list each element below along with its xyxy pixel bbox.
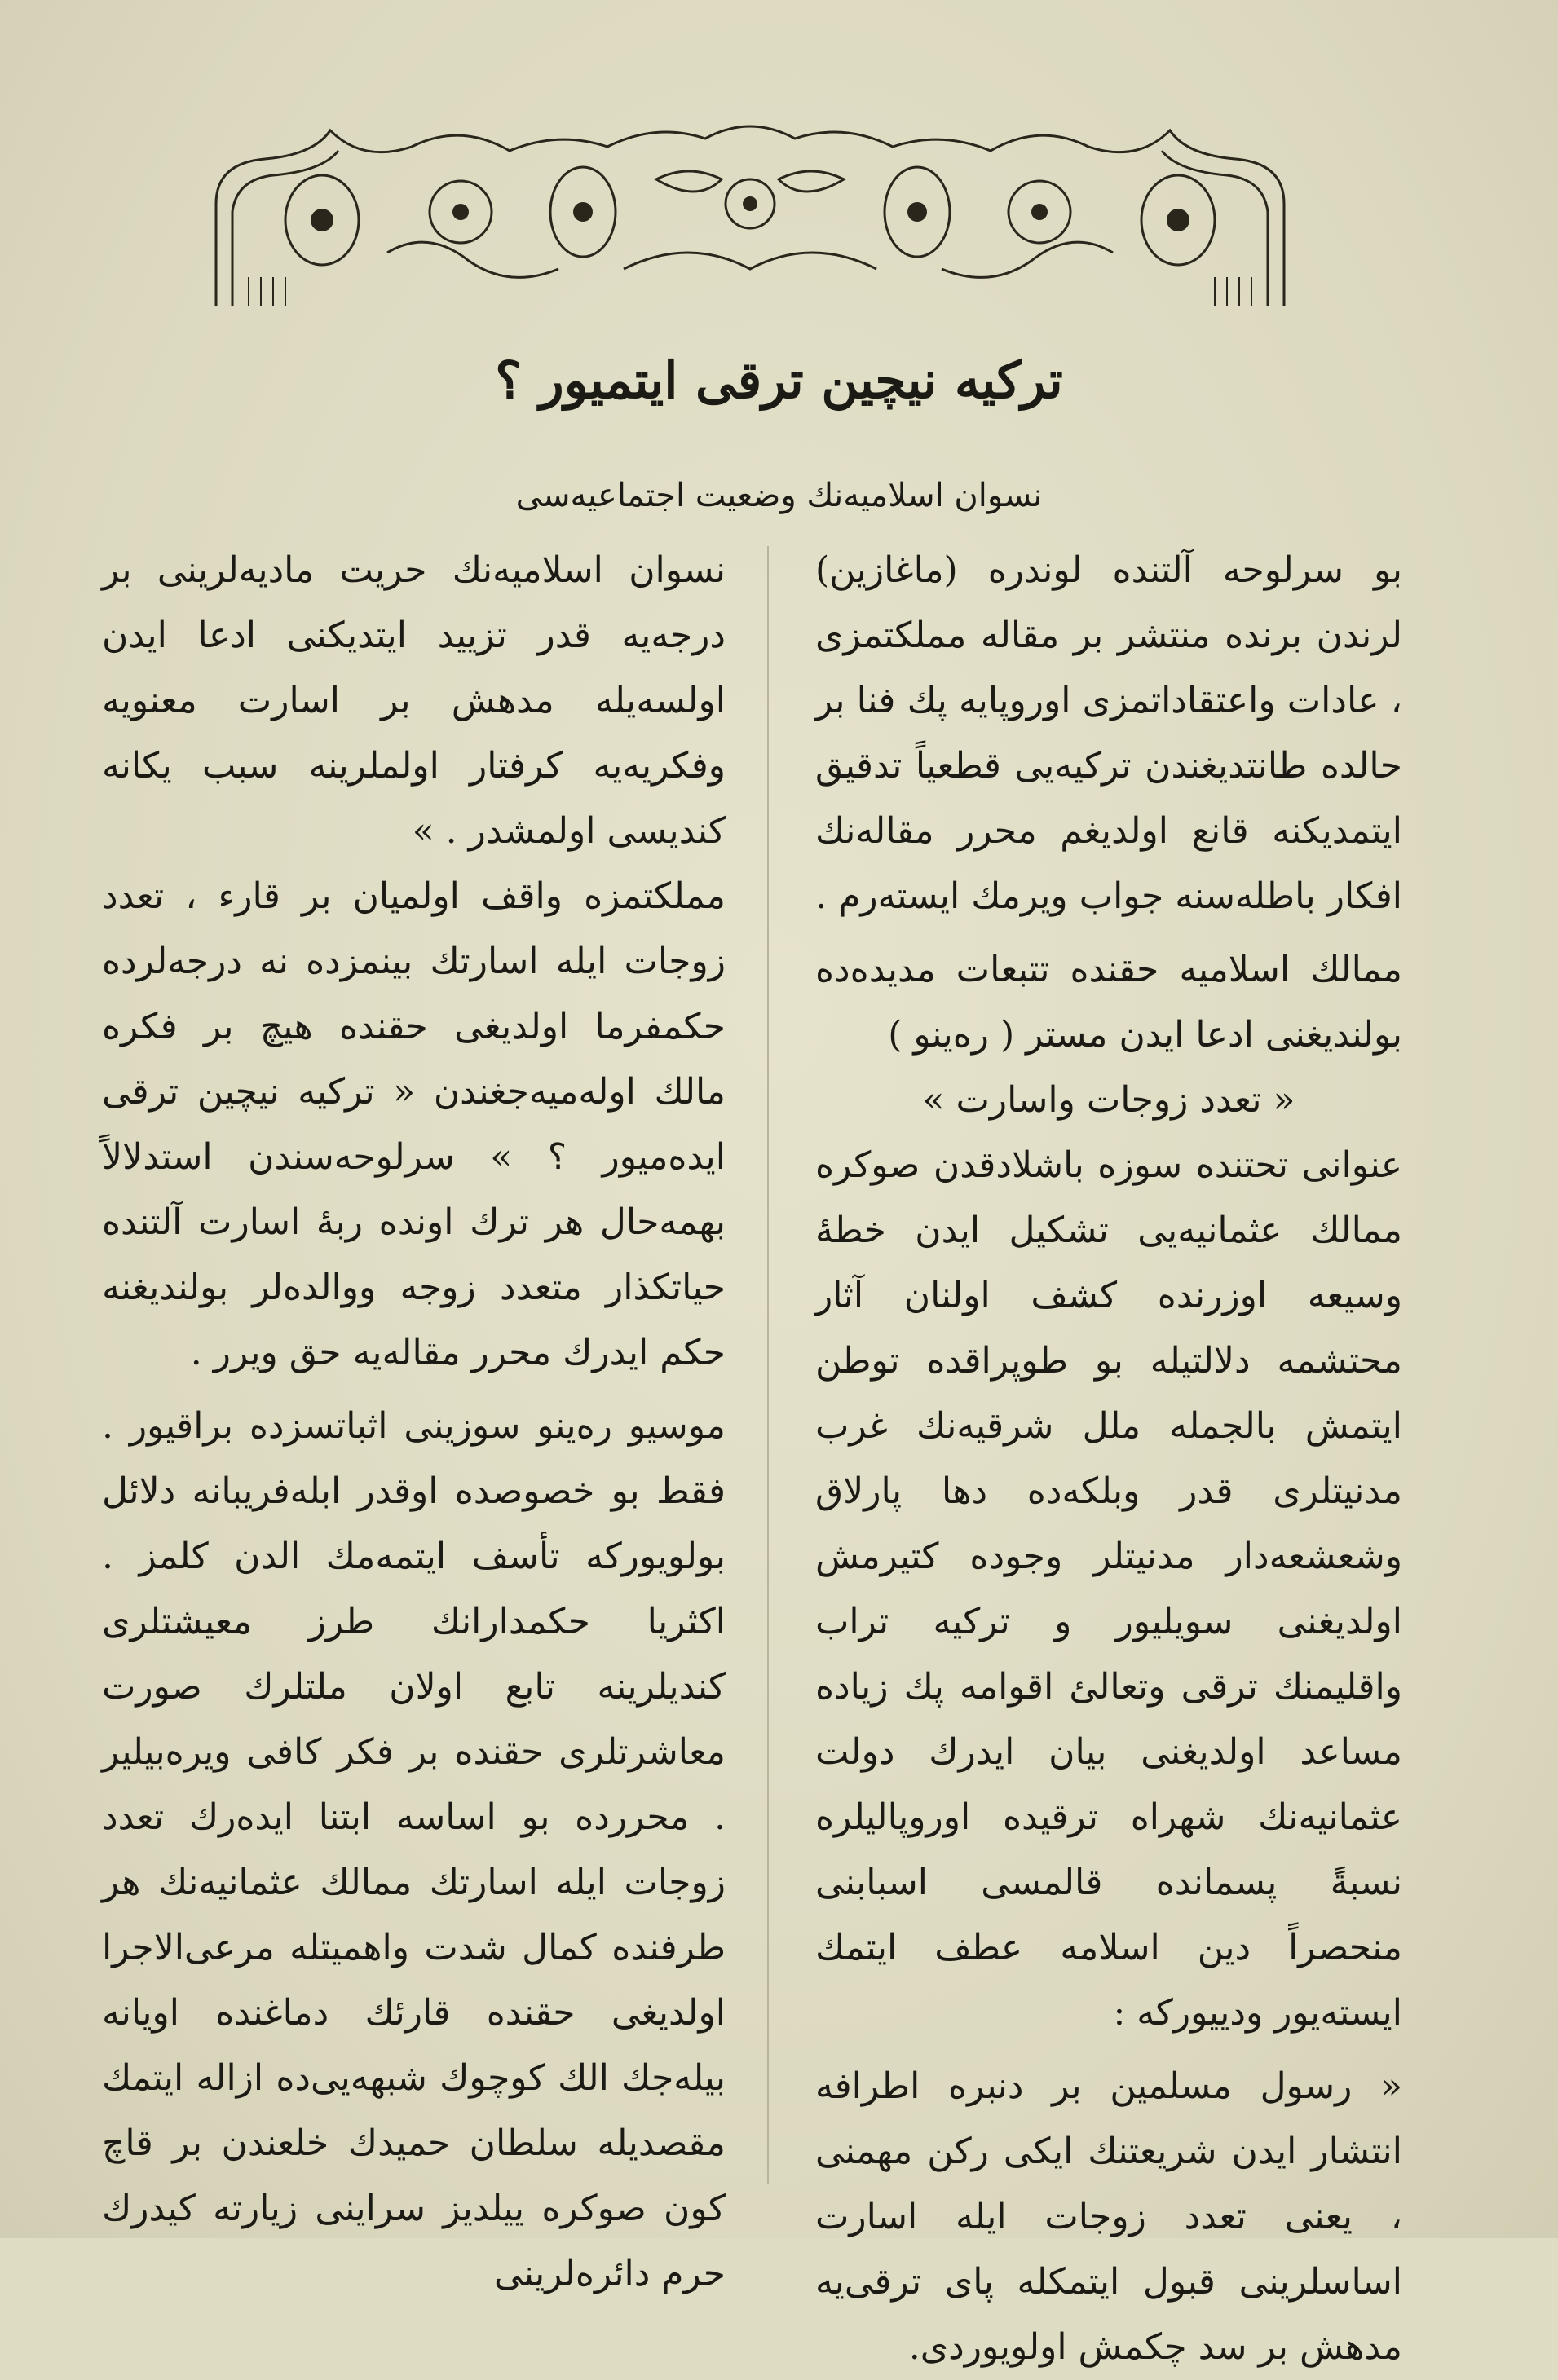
column-divider bbox=[767, 546, 769, 2184]
section-heading: « تعدد زوجات واسارت » bbox=[922, 1079, 1295, 1121]
paragraph: بو سرلوحه آلتنده لوندره (ماغازین) لرندن برنده منتشر بر مقاله مملکتمزی ، عادات واعتقاداتمزی اوروپایه پك فنا بر حالده طانتدیغندن ترکیه‌یی قطعیاً تدقیق ایتمدیکنه قانع اولدیغم محرر مقاله‌نك افکار باطله‌سنه جواب ویرمك ایسته‌رم . bbox=[815, 549, 1402, 917]
paragraph: « رسول مسلمین بر دنبره اطرافه انتشار ایدن شریعتنك ایکی رکن مهمنی ، یعنی تعدد زوجات ایله اسارت اساسلرینی قبول ایتمکله پای ترقی‌یه مدهش بر سد چکمش اولویوردی. bbox=[815, 2065, 1402, 2368]
article-subtitle: نسوان اسلامیه‌نك وضعیت اجتماعیه‌سی bbox=[515, 477, 1043, 514]
paragraph: مملکتمزه واقف اولمیان بر قارء ، تعدد زوجات ایله اسارتك بینمزده نه درجه‌لرده حکمفرما اولدیغی حقنده هیچ بر فکره مالك اوله‌میه‌جغندن « ترکیه نیچین ترقی ایده‌میور ؟ » سرلوحه‌سندن استدلالاً بهمه‌حال هر ترك اونده ربهٔ اسارت آلتنده حیاتکذار متعدد زوجه ووالده‌لر بولندیغنه حکم ایدرك محرر مقاله‌یه حق ویرر . bbox=[102, 875, 726, 1373]
right-column bbox=[815, 538, 1402, 2380]
article-title: ترکیه نیچین ترقی ایتمیور ؟ bbox=[495, 350, 1063, 410]
paragraph: نسوان اسلامیه‌نك حریت مادیه‌لرینی بر درجه‌یه قدر تزیید ایتدیکنی ادعا ایدن اولسه‌یله مدهش بر اسارت معنویه وفکریه‌یه کرفتار اولملرینه سبب یکانه کندیسی اولمشدر . » bbox=[102, 549, 726, 852]
left-column bbox=[102, 538, 726, 2307]
paragraph: ممالك اسلامیه حقنده تتبعات مدیده‌ده بولندیغنی ادعا ایدن مستر ( ره‌ینو ) bbox=[815, 949, 1402, 1056]
ornamental-header-icon bbox=[200, 114, 1300, 310]
paragraph: موسیو ره‌ینو سوزینی اثباتسزده براقیور . فقط بو خصوصده اوقدر ابله‌فریبانه دلائل بولویورکه تأسف ایتمه‌مك الدن کلمز . اکثریا حکمدارانك طرز معیشتلری کندیلرینه تابع اولان ملتلرك صورت معاشرتلری حقنده بر فکر کافی ویره‌بیلیر . محررده بو اساسه ابتنا ایده‌رك تعدد زوجات ایله اسارتك ممالك عثمانیه‌نك هر طرفنده کمال شدت واهمیتله مرعی‌الاجرا اولدیغی حقنده قارئك دماغنده اویانه بیله‌جك الك کوچوك شبهه‌یی‌ده ازاله ایتمك مقصدیله سلطان حمیدك خلعندن بر قاچ کون صوکره ییلدیز سراینی زیارته کیدرك حرم دائره‌لرینی bbox=[102, 1405, 726, 2294]
paragraph: عنوانی تحتنده سوزه باشلادقدن صوکره ممالك عثمانیه‌یی تشکیل ایدن خطهٔ وسیعه اوزرنده کشف اولنان آثار محتشمه دلالتیله بو طوپراقده توطن ایتمش بالجمله ملل شرقیه‌نك غرب مدنیتلری قدر وبلکه‌ده دها پارلاق وشعشعه‌دار مدنیتلر وجوده کتیرمش اولدیغنی سویلیور و ترکیه تراب واقلیمنك ترقی وتعالئ اقوامه پك زیاده مساعد اولدیغنی بیان ایدرك دولت عثمانیه‌نك شهراه ترقیده اوروپالیلره نسبةً پسمانده قالمسی اسبابنی منحصراً دین اسلامه عطف ایتمك ایسته‌یور ودییورکه : bbox=[815, 1144, 1402, 2034]
